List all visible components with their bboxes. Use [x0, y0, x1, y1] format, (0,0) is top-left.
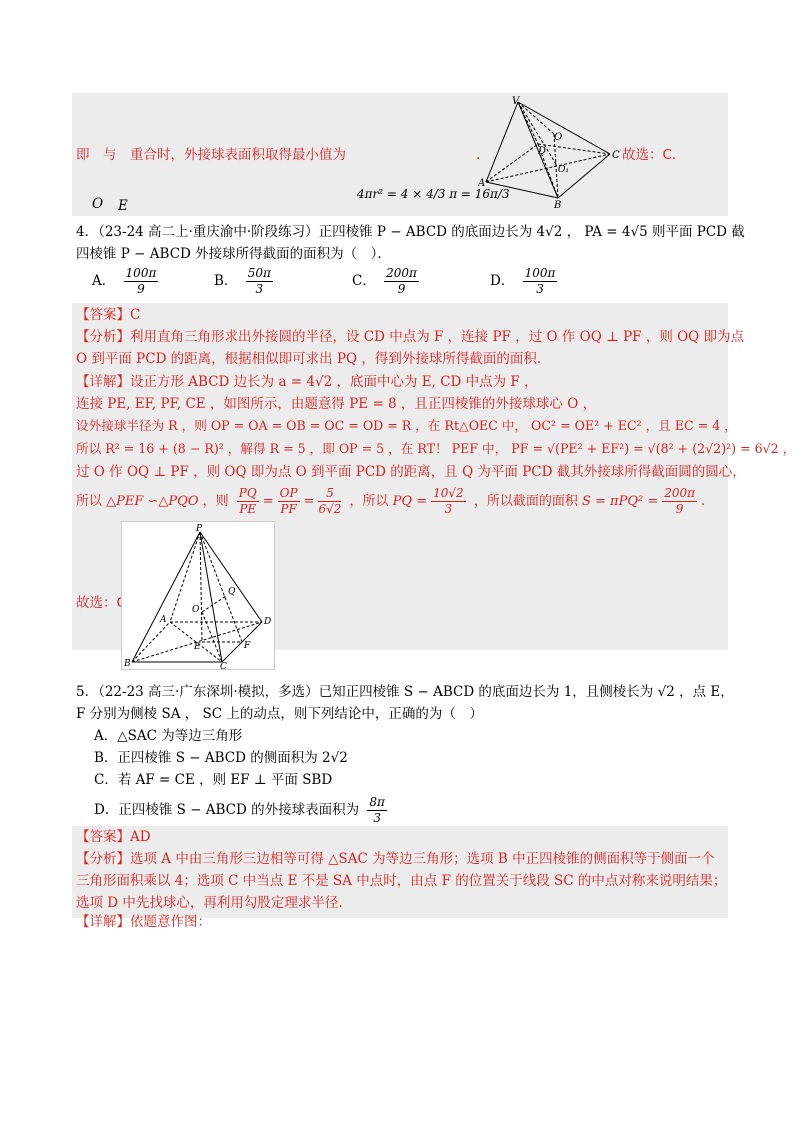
q4-detail-1: 【详解】设正方形 ABCD 边长为 a = 4√2 ，底面中心为 E, CD 中点为 F ，	[76, 374, 538, 390]
q4-option-d	[490, 266, 561, 297]
label-o: O	[92, 196, 104, 212]
q4-frac-pq-pe: $\frac{PQ}{PE}$	[238, 486, 257, 516]
q4-choice: 故选：C	[76, 595, 126, 611]
q4-option-b-label: B．	[214, 273, 238, 289]
fig-label-c: C	[612, 150, 620, 161]
q4-detail-6-then: ，则	[202, 494, 229, 509]
q5-option-a: A．△SAC 为等边三角形	[94, 728, 243, 744]
dot-text: .	[476, 147, 481, 163]
q5-option-b: B．正四棱锥 S − ABCD 的侧面积为 2√2	[94, 750, 348, 766]
q4-fig-label-o: O	[192, 605, 200, 615]
label-e: E	[118, 198, 128, 214]
fig-label-o: O	[554, 132, 563, 143]
q4-fig-label-q: Q	[228, 587, 236, 597]
q4-option-c-label: C．	[352, 273, 376, 289]
q4-fig-label-a: A	[160, 615, 167, 625]
q4-detail-6-area: ，所以截面的面积	[473, 494, 578, 509]
q5-answer: 【答案】AD	[76, 829, 151, 845]
fig-label-o1: O₁	[558, 165, 569, 175]
q4-detail-5: 过 O 作 OQ ⊥ PF ，则 OQ 即为点 O 到平面 PCD 的距离，且 Q 为平面 PCD 截其外接球所得截面圆的圆心，	[76, 464, 746, 480]
q4-analysis-2: O 到平面 PCD 的距离，根据相似即可求出 PQ ，得到外接球所得截面的面积.	[76, 351, 542, 367]
q4-option-c	[352, 266, 423, 297]
q5-option-d-frac: $\frac{8\pi}{3}$	[369, 795, 385, 825]
q4-detail-3: 设外接球半径为 R ，则 OP = OA = OB = OC = OD = R ，在 Rt△OEC 中， OC² = OE² + EC² ，且 EC = 4 ，	[76, 418, 737, 433]
q5-header: 5．（22-23 高三·广东深圳·模拟，多选）已知正四棱锥 S − ABCD 的底面边长为 1，且侧棱长为 √2 ，点 E，	[76, 684, 734, 700]
q4-option-a	[92, 266, 162, 297]
q4-area-eq: S = πPQ² =	[581, 494, 659, 509]
q4-detail-6-so2: ，所以	[349, 494, 389, 509]
q4-fig-label-e: E	[194, 642, 201, 652]
top-answer: 故选：C.	[622, 147, 677, 163]
q4-detail-2: 连接 PE, EF, PF, CE ，如图所示，由题意得 PE = 8 ，且正四棱锥的外接球球心 O ，	[76, 396, 597, 412]
q4-fig-label-b: B	[124, 659, 131, 669]
q5-analysis-3: 选项 D 中先找球心，再利用勾股定理求半径.	[76, 895, 343, 911]
q5-detail: 【详解】依题意作图：	[76, 914, 211, 930]
q4-pq-eq: PQ =	[392, 494, 428, 509]
q5-option-d	[94, 795, 391, 826]
q4-option-d-frac: $\frac{100\pi}{3}$	[524, 266, 556, 296]
q4-detail-4: 所以 R² = 16 + (8 − R)² ，解得 R = 5 ，即 OP = 5 ，在 RT！ PEF 中， PF = √(PE² + EF²) = √(8² + (2√2)²) = 6√2 ，	[76, 441, 796, 456]
fig-label-a: A	[478, 178, 486, 189]
fig-label-d: D	[538, 146, 547, 157]
q4-header: 4．（23-24 高二上·重庆渝中·阶段练习）正四棱锥 P − ABCD 的底面边长为 4√2 ， PA = 4√5 则平面 PCD 截	[76, 224, 745, 240]
top-pyramid-figure	[478, 96, 626, 208]
q4-header-2: 四棱锥 P − ABCD 外接球所得截面的面积为（ ）．	[76, 246, 391, 262]
sphere-area-formula: 4πr² = 4 × 4/3 π = 16π/3	[357, 187, 510, 201]
q4-option-a-frac: $\frac{100\pi}{9}$	[125, 266, 157, 296]
q4-option-b-frac: $\frac{50\pi}{3}$	[247, 266, 271, 296]
fig-label-v: V	[512, 96, 520, 107]
q5-option-d-text: D．正四棱锥 S − ABCD 的外接球表面积为	[94, 802, 360, 818]
q4-fig-label-f: F	[244, 641, 251, 651]
fig-label-b: B	[554, 200, 562, 208]
q5-analysis-2: 三角形面积乘以 4；选项 C 中当点 E 不是 SA 中点时，由点 F 的位置关于线段 SC 的中点对称来说明结果；	[76, 873, 727, 889]
q4-pyramid-figure	[121, 521, 275, 670]
q4-frac-pq-value: $\frac{10√2}{3}$	[433, 486, 464, 516]
q4-analysis-1: 【分析】利用直角三角形求出外接圆的半径，设 CD 中点为 F ，连接 PF ，过 O 作 OQ ⊥ PF ，则 OQ 即为点	[76, 329, 745, 345]
q4-fig-label-c: C	[220, 662, 227, 670]
q4-tri-sim: △PEF ∽△PQO	[106, 494, 199, 509]
q4-option-b	[214, 266, 277, 297]
q4-fig-label-p: P	[196, 524, 203, 534]
q4-option-a-label: A．	[92, 273, 116, 289]
q4-option-c-frac: $\frac{200\pi}{9}$	[386, 266, 417, 296]
q4-frac-area-value: $\frac{200\pi}{9}$	[664, 486, 696, 516]
q4-fig-label-d: D	[264, 617, 272, 627]
q4-answer: 【答案】C	[76, 307, 141, 323]
q5-header-2: F 分别为侧棱 SA ， SC 上的动点，则下列结论中，正确的为（ ）	[76, 706, 483, 722]
q4-detail-6: 所以 △PEF ∽△PQO ，则 $\frac{PQ}{PE}$ = $\frac{OP}{PF}$ = $\frac{5}{6√2}$ ，所以 PQ = $\frac{10√2}{3}$ ，所以截面的面积 S = πPQ² = $\frac{200\pi}{9}$ .	[76, 486, 706, 516]
q5-analysis-1: 【分析】选项 A 中由三角形三边相等可得 △SAC 为等边三角形；选项 B 中正四棱锥的侧面积等于侧面一个	[76, 851, 715, 867]
q5-option-c: C．若 AF = CE ，则 EF ⊥ 平面 SBD	[94, 772, 333, 788]
min-value-text: 即 与 重合时，外接球表面积取得最小值为	[76, 147, 346, 163]
q4-frac-op-pf: $\frac{OP}{PF}$	[279, 486, 298, 516]
q4-frac-5-6r2: $\frac{5}{6√2}$	[318, 486, 342, 516]
q4-option-d-label: D．	[490, 273, 515, 289]
q4-detail-6-so: 所以	[76, 494, 103, 509]
